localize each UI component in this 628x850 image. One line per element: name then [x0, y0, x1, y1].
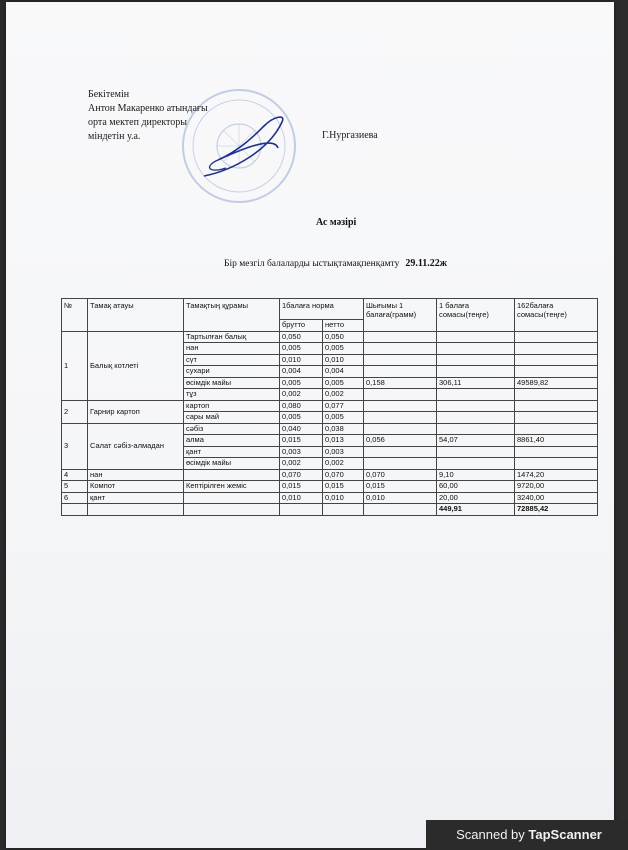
cell-dish: қант	[88, 492, 184, 504]
cell-cost1: 54,07	[437, 435, 515, 447]
header-composition: Тамақтың құрамы	[184, 299, 280, 332]
cell-output	[364, 354, 437, 366]
total-cost162: 72885,42	[515, 504, 598, 516]
cell-cost162	[515, 343, 598, 355]
cell-output: 0,158	[364, 377, 437, 389]
cell-netto: 0,038	[323, 423, 364, 435]
cell-dish: Компот	[88, 481, 184, 493]
cell-brutto: 0,005	[280, 377, 323, 389]
scanner-prefix: Scanned by	[456, 827, 529, 842]
cell-brutto: 0,080	[280, 400, 323, 412]
document-subtitle	[224, 258, 447, 269]
header-netto: нетто	[323, 320, 364, 332]
cell-ingredient: өсімдік майы	[184, 377, 280, 389]
cell-brutto: 0,015	[280, 435, 323, 447]
cell-brutto: 0,070	[280, 469, 323, 481]
cell-output	[364, 446, 437, 458]
cell-output	[364, 389, 437, 401]
cell-output	[364, 400, 437, 412]
cell-empty	[280, 504, 323, 516]
cell-cost1	[437, 446, 515, 458]
cell-ingredient: алма	[184, 435, 280, 447]
scanner-watermark	[426, 820, 628, 850]
director-name: Г.Нургазиева	[322, 130, 378, 141]
cell-cost1	[437, 458, 515, 470]
cell-output	[364, 412, 437, 424]
cell-netto: 0,005	[323, 377, 364, 389]
cell-netto: 0,002	[323, 389, 364, 401]
header-cost162: 162балаға сомасы(теңге)	[515, 299, 598, 332]
cell-cost162	[515, 354, 598, 366]
approval-line: Антон Макаренко атындағы	[88, 103, 208, 114]
cell-cost1	[437, 366, 515, 378]
cell-netto: 0,005	[323, 412, 364, 424]
cell-cost162	[515, 400, 598, 412]
cell-ingredient: нан	[184, 343, 280, 355]
table-row	[62, 481, 598, 493]
scanner-brand: TapScanner	[528, 827, 602, 842]
cell-brutto: 0,010	[280, 354, 323, 366]
cell-ingredient: Тартылған балық	[184, 331, 280, 343]
cell-cost162: 49589,82	[515, 377, 598, 389]
cell-netto: 0,002	[323, 458, 364, 470]
cell-cost1	[437, 423, 515, 435]
cell-netto: 0,010	[323, 354, 364, 366]
cell-dish: нан	[88, 469, 184, 481]
cell-ingredient: сухари	[184, 366, 280, 378]
cell-num: 3	[62, 423, 88, 469]
cell-netto: 0,010	[323, 492, 364, 504]
cell-num: 1	[62, 331, 88, 400]
cell-dish: Балық котлеті	[88, 331, 184, 400]
cell-cost1	[437, 389, 515, 401]
cell-cost162	[515, 458, 598, 470]
cell-output: 0,015	[364, 481, 437, 493]
cell-cost162	[515, 412, 598, 424]
subtitle-text: Бір мезгіл балаларды ыстықтамақпенқамту	[224, 259, 400, 269]
cell-num: 4	[62, 469, 88, 481]
header-brutto: брутто	[280, 320, 323, 332]
table-row	[62, 469, 598, 481]
cell-cost1: 9,10	[437, 469, 515, 481]
cell-dish: Салат сәбіз-алмадан	[88, 423, 184, 469]
cell-brutto: 0,002	[280, 389, 323, 401]
cell-ingredient: Кептірілген жеміс	[184, 481, 280, 493]
header-dish: Тамақ атауы	[88, 299, 184, 332]
cell-output	[364, 458, 437, 470]
cell-output: 0,056	[364, 435, 437, 447]
header-num: №	[62, 299, 88, 332]
header-cost1: 1 балаға сомасы(теңге)	[437, 299, 515, 332]
cell-output: 0,010	[364, 492, 437, 504]
approval-block	[88, 88, 208, 144]
cell-ingredient: сүт	[184, 354, 280, 366]
cell-cost1	[437, 412, 515, 424]
total-cost1: 449,91	[437, 504, 515, 516]
cell-cost162: 3240,00	[515, 492, 598, 504]
cell-netto: 0,050	[323, 331, 364, 343]
cell-cost162	[515, 389, 598, 401]
document-page	[6, 2, 614, 848]
cell-brutto: 0,015	[280, 481, 323, 493]
cell-cost162: 9720,00	[515, 481, 598, 493]
cell-cost162: 8861,40	[515, 435, 598, 447]
cell-netto: 0,070	[323, 469, 364, 481]
table-row	[62, 331, 598, 343]
cell-cost1	[437, 400, 515, 412]
cell-brutto: 0,005	[280, 412, 323, 424]
cell-output	[364, 423, 437, 435]
cell-empty	[364, 504, 437, 516]
cell-netto: 0,077	[323, 400, 364, 412]
cell-brutto: 0,010	[280, 492, 323, 504]
approval-line: орта мектеп директоры	[88, 117, 188, 128]
table-row	[62, 400, 598, 412]
cell-cost162	[515, 446, 598, 458]
cell-netto: 0,015	[323, 481, 364, 493]
cell-output	[364, 331, 437, 343]
cell-netto: 0,005	[323, 343, 364, 355]
cell-empty	[62, 504, 88, 516]
approval-line: Бекітемін	[88, 89, 130, 100]
cell-ingredient: сәбіз	[184, 423, 280, 435]
cell-ingredient: картоп	[184, 400, 280, 412]
cell-ingredient: қант	[184, 446, 280, 458]
cell-ingredient: сары май	[184, 412, 280, 424]
cell-brutto: 0,002	[280, 458, 323, 470]
cell-output: 0,070	[364, 469, 437, 481]
cell-brutto: 0,040	[280, 423, 323, 435]
cell-cost1: 306,11	[437, 377, 515, 389]
cell-cost162	[515, 366, 598, 378]
cell-brutto: 0,004	[280, 366, 323, 378]
cell-num: 6	[62, 492, 88, 504]
cell-num: 2	[62, 400, 88, 423]
cell-cost162	[515, 331, 598, 343]
approval-line: міндетін у.а.	[88, 131, 141, 142]
table-row	[62, 492, 598, 504]
cell-ingredient: тұз	[184, 389, 280, 401]
cell-cost1: 20,00	[437, 492, 515, 504]
cell-netto: 0,003	[323, 446, 364, 458]
cell-cost162	[515, 423, 598, 435]
header-row	[62, 299, 598, 320]
totals-row	[62, 504, 598, 516]
cell-num: 5	[62, 481, 88, 493]
cell-ingredient: өсімдік майы	[184, 458, 280, 470]
cell-brutto: 0,050	[280, 331, 323, 343]
cell-netto: 0,004	[323, 366, 364, 378]
cell-brutto: 0,003	[280, 446, 323, 458]
cell-empty	[88, 504, 184, 516]
document-title: Ас мәзірі	[316, 217, 357, 228]
cell-cost1: 60,00	[437, 481, 515, 493]
table-row	[62, 423, 598, 435]
cell-dish: Гарнир картоп	[88, 400, 184, 423]
cell-empty	[184, 504, 280, 516]
cell-output	[364, 366, 437, 378]
cell-cost1	[437, 331, 515, 343]
header-output: Шығымы 1 балаға(грамм)	[364, 299, 437, 332]
cell-brutto: 0,005	[280, 343, 323, 355]
cell-ingredient	[184, 469, 280, 481]
menu-table	[61, 298, 598, 516]
cell-empty	[323, 504, 364, 516]
cell-cost1	[437, 343, 515, 355]
cell-output	[364, 343, 437, 355]
cell-cost162: 1474,20	[515, 469, 598, 481]
cell-cost1	[437, 354, 515, 366]
menu-date: 29.11.22ж	[405, 258, 448, 269]
cell-ingredient	[184, 492, 280, 504]
cell-netto: 0,013	[323, 435, 364, 447]
header-norm: 1балаға норма	[280, 299, 364, 320]
